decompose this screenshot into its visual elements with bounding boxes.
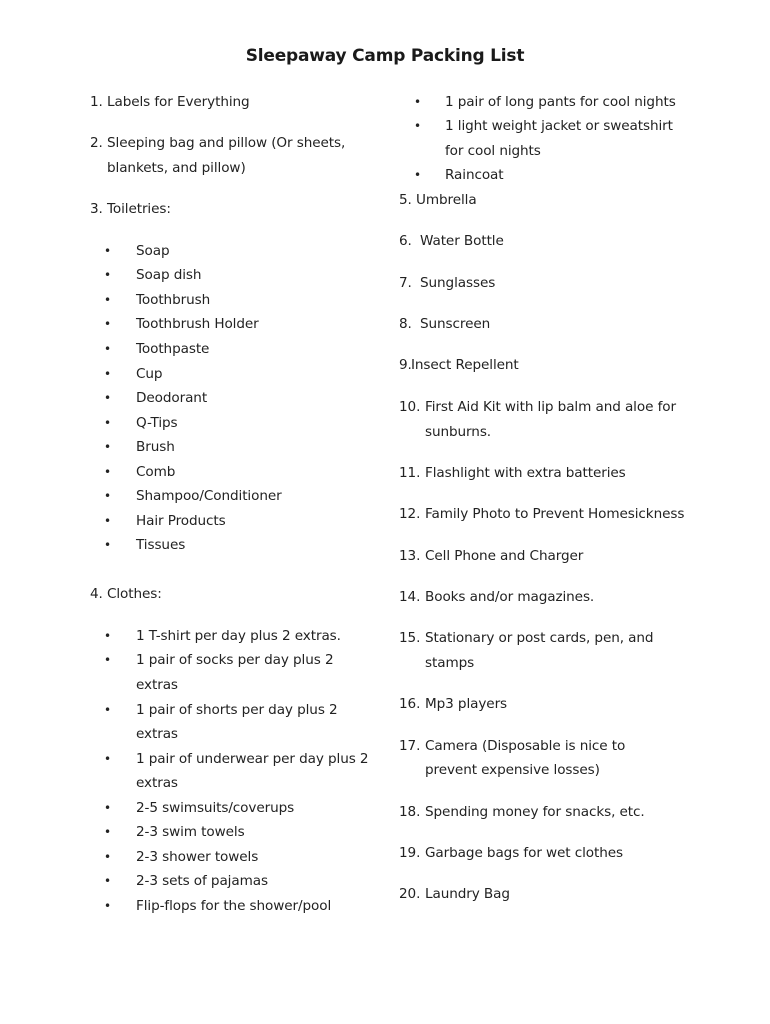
bullet: • (104, 244, 112, 258)
bullet: • (104, 416, 112, 430)
list-item-sleeping-bag-cont: blankets, and pillow) (107, 160, 246, 176)
bullet: • (104, 801, 112, 815)
list-item-text: Flashlight with extra batteries (425, 465, 626, 481)
list-item-number: 13. (399, 548, 421, 564)
toiletry-item: Brush (136, 439, 175, 455)
list-item-number: 10. (399, 399, 421, 415)
bullet: • (104, 440, 112, 454)
bullet: • (104, 629, 112, 643)
bullet: • (104, 465, 112, 479)
toiletry-item: Hair Products (136, 513, 226, 529)
clothes-item: 1 pair of shorts per day plus 2 (136, 702, 338, 718)
toiletry-item: Toothpaste (136, 341, 210, 357)
list-item-number: 17. (399, 738, 421, 754)
bullet: • (104, 899, 112, 913)
bullet: • (104, 489, 112, 503)
clothes-item: 1 light weight jacket or sweatshirt (445, 118, 673, 134)
bullet: • (414, 168, 422, 182)
toiletry-item: Toothbrush Holder (136, 316, 259, 332)
list-item-text-cont: prevent expensive losses) (425, 762, 600, 778)
list-item-text-cont: stamps (425, 655, 475, 671)
list-item-text: Books and/or magazines. (425, 589, 595, 605)
clothes-item: Flip-flops for the shower/pool (136, 898, 332, 914)
toiletry-item: Comb (136, 464, 176, 480)
list-item-text: Water Bottle (420, 233, 504, 249)
toiletry-item: Shampoo/Conditioner (136, 488, 282, 504)
clothes-item-cont: for cool nights (445, 143, 541, 159)
toiletry-item: Soap (136, 243, 170, 259)
list-item-number: 7. (399, 275, 412, 291)
clothes-item: 1 pair of socks per day plus 2 (136, 652, 334, 668)
bullet: • (104, 514, 112, 528)
bullet: • (414, 95, 422, 109)
list-item-number: 16. (399, 696, 421, 712)
toiletry-item: Deodorant (136, 390, 208, 406)
bullet: • (104, 653, 112, 667)
toiletry-item: Q-Tips (136, 415, 178, 431)
list-item-number: 11. (399, 465, 421, 481)
bullet: • (104, 317, 112, 331)
clothes-item: 2-3 shower towels (136, 849, 259, 865)
bullet: • (104, 850, 112, 864)
toiletry-item: Cup (136, 366, 163, 382)
list-item-text: Mp3 players (425, 696, 508, 712)
list-item-text: First Aid Kit with lip balm and aloe for (425, 399, 676, 415)
list-item-text: Insect Repellent (411, 357, 519, 373)
list-item-text: Sunglasses (420, 275, 496, 291)
list-item-number: 15. (399, 630, 421, 646)
toiletry-item: Tissues (136, 537, 186, 553)
list-item-number: 20. (399, 886, 421, 902)
list-item-text: Cell Phone and Charger (425, 548, 584, 564)
clothes-item-cont: extras (136, 677, 178, 693)
bullet: • (104, 825, 112, 839)
list-item-text: Laundry Bag (425, 886, 510, 902)
list-item-number: 19. (399, 845, 421, 861)
list-item-text-cont: sunburns. (425, 424, 492, 440)
clothes-item: 1 T-shirt per day plus 2 extras. (136, 628, 341, 644)
bullet: • (104, 293, 112, 307)
bullet: • (104, 703, 112, 717)
clothes-item: 2-5 swimsuits/coverups (136, 800, 295, 816)
list-item-number: 14. (399, 589, 421, 605)
list-item-text: Spending money for snacks, etc. (425, 804, 645, 820)
list-heading-clothes: 4. Clothes: (90, 586, 162, 602)
list-item-text: Camera (Disposable is nice to (425, 738, 626, 754)
clothes-item: 1 pair of long pants for cool nights (445, 94, 676, 110)
clothes-item: 1 pair of underwear per day plus 2 (136, 751, 369, 767)
clothes-item-cont: extras (136, 726, 178, 742)
bullet: • (104, 342, 112, 356)
list-item-text: Umbrella (416, 192, 477, 208)
clothes-item: 2-3 sets of pajamas (136, 873, 268, 889)
list-item-number: 18. (399, 804, 421, 820)
list-item-text: Garbage bags for wet clothes (425, 845, 624, 861)
clothes-item-cont: extras (136, 775, 178, 791)
list-item-number: 9. (399, 357, 412, 373)
list-item-number: 6. (399, 233, 412, 249)
list-item-text: Stationary or post cards, pen, and (425, 630, 654, 646)
bullet: • (104, 391, 112, 405)
bullet: • (104, 538, 112, 552)
toiletry-item: Toothbrush (136, 292, 211, 308)
clothes-item: Raincoat (445, 167, 504, 183)
list-item-labels: 1. Labels for Everything (90, 94, 250, 110)
bullet: • (104, 752, 112, 766)
list-item-number: 12. (399, 506, 421, 522)
list-item-text: Sunscreen (420, 316, 491, 332)
list-item-text: Family Photo to Prevent Homesickness (425, 506, 685, 522)
list-item-number: 8. (399, 316, 412, 332)
list-heading-toiletries: 3. Toiletries: (90, 201, 171, 217)
bullet: • (104, 268, 112, 282)
bullet: • (104, 367, 112, 381)
toiletry-item: Soap dish (136, 267, 202, 283)
clothes-item: 2-3 swim towels (136, 824, 245, 840)
list-item-number: 5. (399, 192, 412, 208)
bullet: • (104, 874, 112, 888)
bullet: • (414, 119, 422, 133)
page-title: Sleepaway Camp Packing List (245, 46, 525, 66)
list-item-sleeping-bag: 2. Sleeping bag and pillow (Or sheets, (90, 135, 346, 151)
